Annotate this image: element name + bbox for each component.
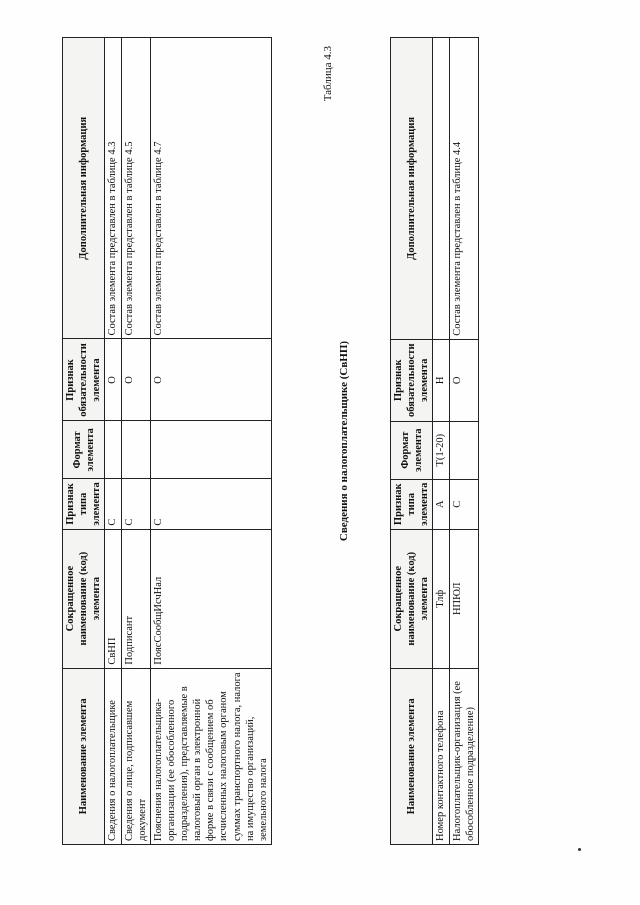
table-cell: Номер контактного телефона [433,668,449,844]
table-cell: С [449,479,478,529]
header-cell: Дополнительная информация [391,38,433,340]
header-cell: Формат элемента [63,421,105,479]
header-cell: Дополнительная информация [63,38,105,340]
table-cell: Состав элемента представлен в таблице 4.4 [449,38,478,340]
table-cell: О [449,339,478,421]
table-cell: Налогоплательщик-организация (ее обособленное подразделение) [449,668,478,844]
header-cell: Признак обязательности элемента [63,339,105,421]
table-cell: Состав элемента представлен в таблице 4.3 [105,38,121,340]
table-cell: Н [433,339,449,421]
table-cell: T(1-20) [433,421,449,479]
table-cell [433,38,449,340]
table-number-label: Таблица 4.3 [322,46,334,102]
table-cell: О [121,339,150,421]
table-cell: НПЮЛ [449,529,478,668]
table-cell: С [105,479,121,529]
table-cell: Сведения о лице, подписавшем документ [121,668,150,844]
header-cell: Признак типа элемента [63,479,105,529]
header-cell: Сокращенное наименование (код) элемента [63,529,105,668]
taxpayer-table [390,37,479,845]
table-cell: О [105,339,121,421]
table-row [121,38,150,845]
table-cell [121,421,150,479]
table-cell: Тлф [433,529,449,668]
table-cell [105,421,121,479]
table-cell: С [121,479,150,529]
table-cell: Подписант [121,529,150,668]
header-cell: Формат элемента [391,421,433,479]
table-cell: СвНП [105,529,121,668]
table-cell: А [433,479,449,529]
elements-table [62,37,272,845]
header-cell: Наименование элемента [391,668,433,844]
table-title: Сведения о налогоплательщике (СвНП) [338,340,350,542]
table-header-row [391,38,433,845]
table-row [449,38,478,845]
table-row [150,38,271,845]
table-row [433,38,449,845]
scan-speck [578,848,581,851]
table-header-row [63,38,105,845]
table-cell: Сведения о налогоплательщике [105,668,121,844]
table-cell: С [150,479,271,529]
header-cell: Признак типа элемента [391,479,433,529]
header-cell: Признак обязательности элемента [391,339,433,421]
table-cell: ПоясСообщИсчНал [150,529,271,668]
table-row [105,38,121,845]
table-cell: О [150,339,271,421]
table-cell: Состав элемента представлен в таблице 4.5 [121,38,150,340]
table-cell: Пояснения налогоплательщика-организации (ее обособленного подразделения), представляемые в налоговый орган в электронной форме в связи с сообщением об исчисленных налоговым органом суммах транспортного налога, налога на имущество организаций, земельного налога [150,668,271,844]
header-cell: Сокращенное наименование (код) элемента [391,529,433,668]
header-cell: Наименование элемента [63,668,105,844]
table-cell [449,421,478,479]
table-cell [150,421,271,479]
table-cell: Состав элемента представлен в таблице 4.7 [150,38,271,340]
